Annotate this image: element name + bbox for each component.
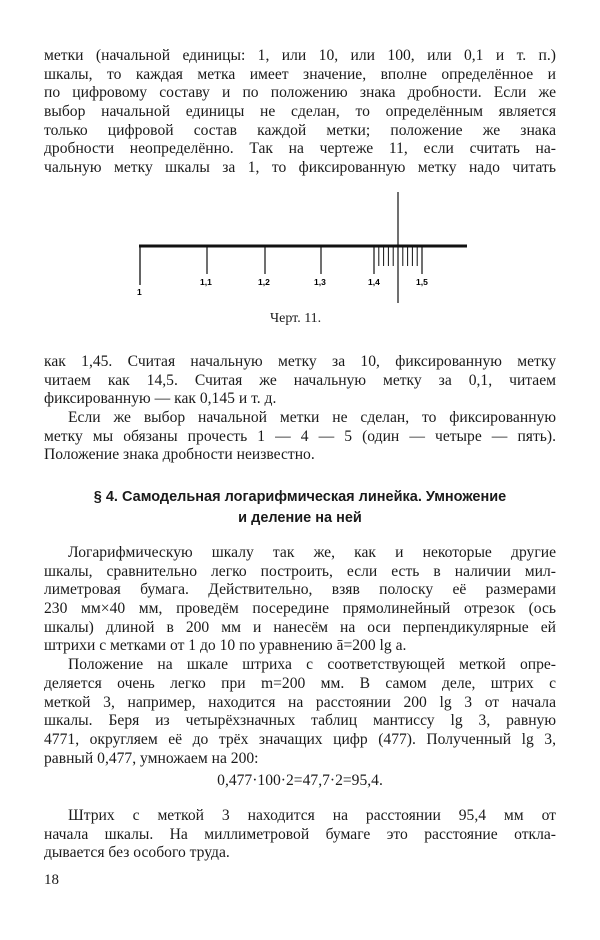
text-line: метку мы обязаны прочесть 1 — 4 — 5 (один — четыре — пять). xyxy=(44,427,556,445)
section-heading xyxy=(44,487,556,529)
text-line: дывается без особого труда. xyxy=(44,844,230,862)
heading-line: § 4. Самодельная логарифмическая линейка. Умножение xyxy=(93,489,507,505)
text-line: Штрих с меткой 3 находится на расстоянии 95,4 мм от xyxy=(68,807,556,824)
text-line: шкалы, сравнительно легко построить, если есть в наличии мил- xyxy=(44,562,556,580)
page-number: 18 xyxy=(44,872,59,888)
tick-label: 1,5 xyxy=(416,277,428,287)
paragraph-4 xyxy=(44,544,556,768)
text-line: штрихи с метками от 1 до 10 по уравнению ā=200 lg a. xyxy=(44,637,407,655)
tick-label: 1,1 xyxy=(200,277,212,287)
tick-label: 1,3 xyxy=(314,277,326,287)
text-line: фиксированную — как 0,145 и т. д. xyxy=(44,390,277,408)
text-line: шкалы) длиной в 200 мм и нанесём на оси перпендикулярные ей xyxy=(44,618,556,636)
text-line: Положение знака дробности неизвестно. xyxy=(44,446,315,464)
text-line: меткой 3, например, находится на расстоянии 200 lg 3 от начала xyxy=(44,693,556,711)
text-line: чальную метку шкалы за 1, то фиксированную метку надо читать xyxy=(44,159,556,177)
heading-line: и деление на ней xyxy=(238,510,362,526)
text-line: читаем как 14,5. Считая же начальную метку за 0,1, читаем xyxy=(44,371,556,389)
text-line: выбор начальной единицы не сделан, то определённым является xyxy=(44,103,556,121)
text-line: 230 мм×40 мм, проведём посередине прямолинейный отрезок (ось xyxy=(44,600,556,618)
text-line: начала шкалы. На миллиметровой бумаге это расстояние откла- xyxy=(44,825,556,843)
text-line: метки (начальной единицы: 1, или 10, или 100, или 0,1 и т. п.) xyxy=(44,47,556,64)
text-line: шкалы, то каждая метка имеет значение, вполне определённое и xyxy=(44,65,556,83)
tick-label: 1,2 xyxy=(258,277,270,287)
text-line: деляется очень легко при m=200 мм. В самом деле, штрих с xyxy=(44,674,556,692)
paragraph-6 xyxy=(44,807,556,863)
text-line: 4771, округляем её до трёх значащих цифр (477). Полученный lg 3, xyxy=(44,730,556,748)
figure-caption: Черт. 11. xyxy=(270,311,322,326)
tick-label: 1,4 xyxy=(368,277,380,287)
text-line: как 1,45. Считая начальную метку за 10, фиксированную метку xyxy=(44,353,556,370)
text-line: Если же выбор начальной метки не сделан, то фиксированную xyxy=(68,409,556,427)
text-line: Логарифмическую шкалу так же, как и некоторые другие xyxy=(68,544,556,561)
text-line: лиметровая бумага. Действительно, взяв полоску её размерами xyxy=(44,581,556,599)
text-line: дробности неопределённо. Так на чертеже 11, если считать на- xyxy=(44,140,556,158)
text-line: по цифровому составу и по положению знака дробности. Если же xyxy=(44,84,556,102)
scale-figure xyxy=(0,0,600,340)
paragraph-2 xyxy=(44,353,556,465)
text-line: шкалы. Беря из четырёхзначных таблиц мантиссу lg 3, равную xyxy=(44,712,556,730)
minor-ticks xyxy=(379,246,417,266)
formula: 0,477·100·2=47,7·2=95,4. xyxy=(217,772,383,789)
text-line: Положение на шкале штриха с соответствующей меткой опре- xyxy=(68,656,556,674)
text-line: равный 0,477, умножаем на 200: xyxy=(44,749,259,767)
tick-label: 1 xyxy=(137,287,142,297)
text-line: только цифровой состав каждой метки; положение же знака xyxy=(44,121,556,139)
